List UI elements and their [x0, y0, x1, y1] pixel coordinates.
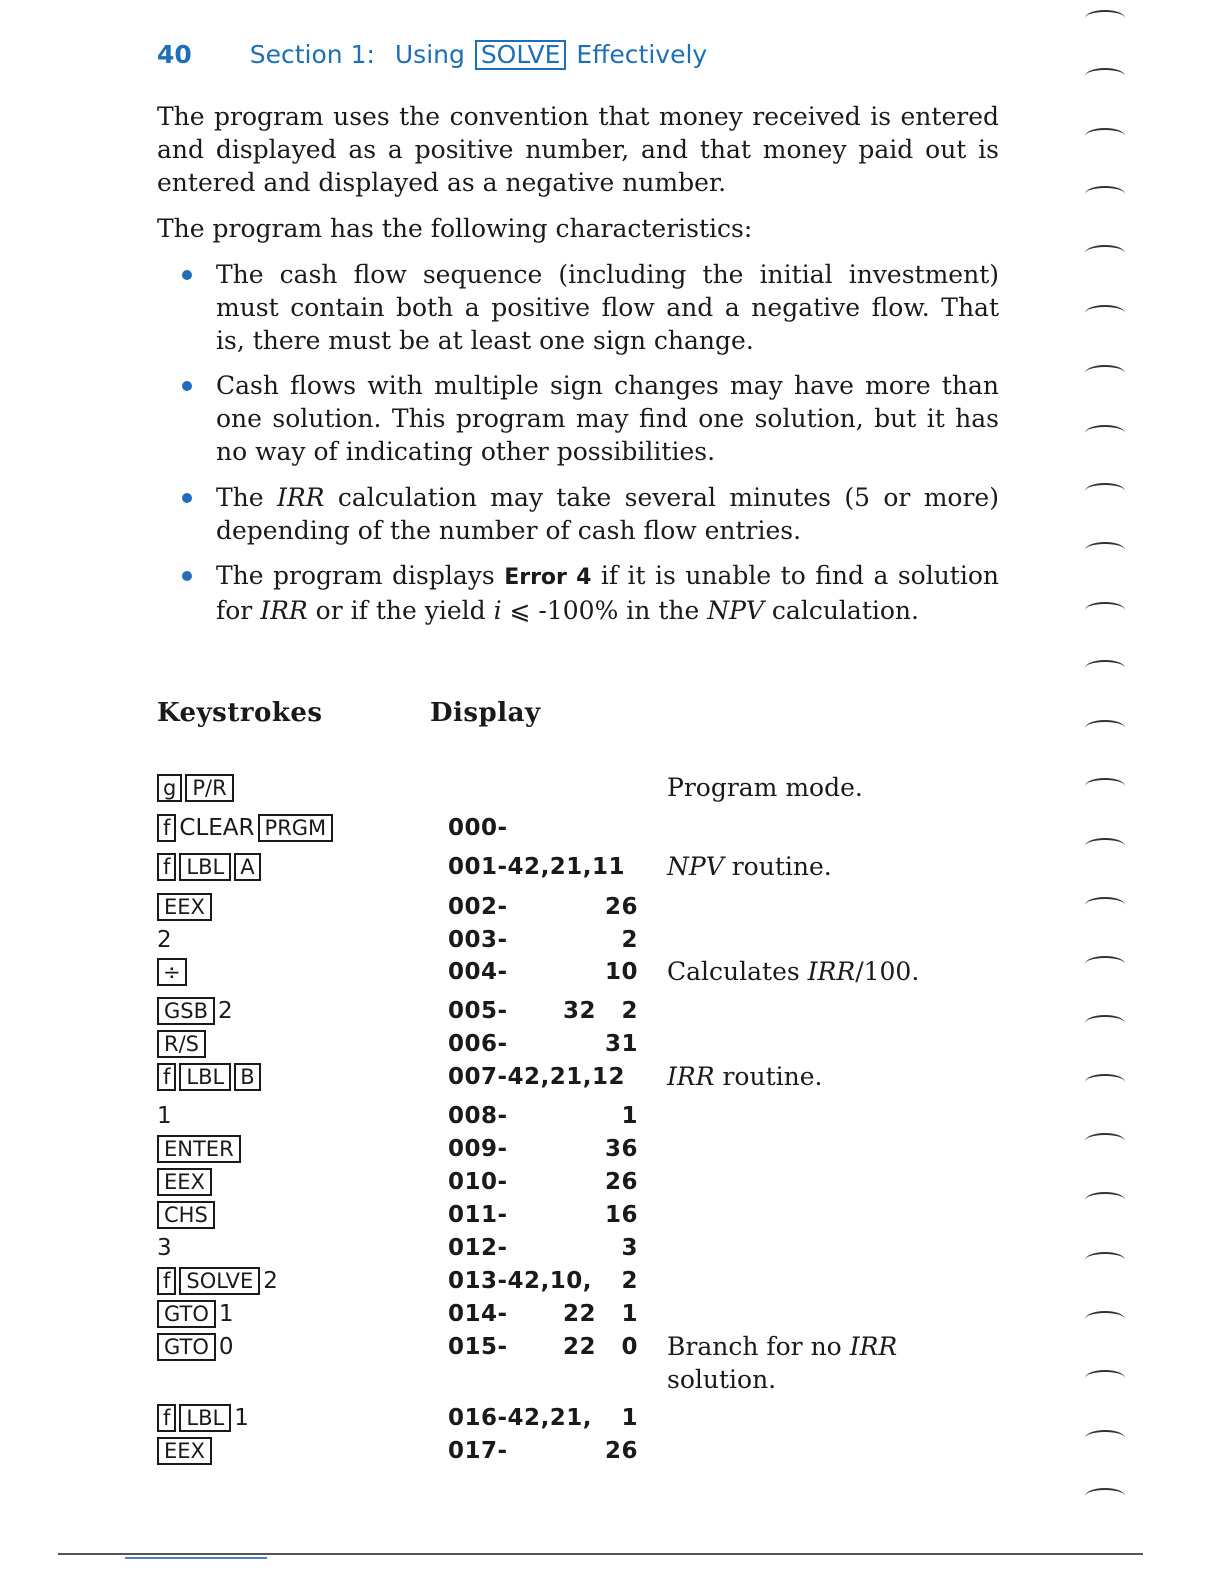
- bullet-text: The: [216, 483, 277, 512]
- keystrokes-cell: [157, 1135, 244, 1163]
- display-address: 014-: [448, 1301, 508, 1327]
- binding-ring: [1085, 1430, 1125, 1446]
- table-row: [0, 853, 1224, 885]
- binding-ring: [1085, 1192, 1125, 1208]
- display-address: 011-: [448, 1202, 508, 1228]
- calculator-key: f: [157, 1063, 176, 1091]
- table-row: [0, 1063, 1224, 1095]
- list-item: [216, 559, 999, 627]
- binding-ring: [1085, 305, 1125, 321]
- keystrokes-cell: [157, 1267, 281, 1295]
- irr-term: IRR: [807, 957, 856, 986]
- calculator-key: CHS: [157, 1201, 215, 1229]
- calculator-key: EEX: [157, 1437, 212, 1465]
- display-address: 006-: [448, 1031, 508, 1057]
- bottom-rule: [58, 1553, 1143, 1555]
- comment-cell: [667, 955, 997, 988]
- bullet-dot: [182, 270, 192, 280]
- binding-ring: [1085, 128, 1125, 144]
- table-row: [0, 926, 1224, 958]
- display-address: 000-: [448, 815, 508, 841]
- table-row: [0, 814, 1224, 846]
- calculator-key: GTO: [157, 1333, 216, 1361]
- irr-term: IRR: [849, 1332, 898, 1361]
- keystrokes-cell: [157, 893, 215, 921]
- keystrokes-cell: [157, 1333, 237, 1361]
- bullet-text: calculation.: [763, 596, 919, 625]
- binding-ring: [1085, 1074, 1125, 1090]
- calculator-key: GSB: [157, 997, 215, 1025]
- binding-ring: [1085, 365, 1125, 381]
- table-row: [0, 1332, 1224, 1394]
- calculator-key: EEX: [157, 893, 212, 921]
- binding-ring: [1085, 483, 1125, 499]
- key-text: 3: [157, 1235, 172, 1261]
- key-text: 1: [234, 1405, 249, 1431]
- calculator-key: B: [234, 1063, 260, 1091]
- calculator-key: PRGM: [258, 814, 334, 842]
- binding-ring: [1085, 602, 1125, 618]
- bullet-text: calculation may take several minutes (5 or more) depending of the number of cash flow entries.: [216, 483, 999, 545]
- binding-ring: [1085, 245, 1125, 261]
- binding-ring: [1085, 956, 1125, 972]
- calculator-key: EEX: [157, 1168, 212, 1196]
- display-address: 004-: [448, 959, 508, 985]
- list-item: [216, 258, 999, 357]
- keystrokes-cell: [157, 814, 336, 842]
- comment-text: solution.: [667, 1365, 777, 1394]
- display-code: 32 2: [562, 998, 638, 1024]
- bullet-dot: [182, 381, 192, 391]
- display-code: 31: [604, 1031, 638, 1057]
- bullet-text: The program displays: [216, 561, 505, 590]
- display-code: 26: [604, 1438, 638, 1464]
- keystrokes-cell: [157, 853, 264, 881]
- binding-ring: [1085, 838, 1125, 854]
- bullet-text: ⩽ -100% in the: [501, 596, 708, 625]
- table-row: [0, 1201, 1224, 1233]
- table-row: [0, 893, 1224, 925]
- binding-ring: [1085, 660, 1125, 676]
- keystrokes-cell: [157, 1030, 209, 1058]
- keystrokes-cell: [157, 1234, 175, 1262]
- irr-term: IRR: [276, 483, 325, 512]
- list-item: [216, 369, 999, 468]
- calculator-key: P/R: [185, 774, 233, 802]
- keystrokes-cell: [157, 1404, 252, 1432]
- display-address: 012-: [448, 1235, 508, 1261]
- binding-ring: [1085, 1488, 1125, 1504]
- calculator-key: g: [157, 774, 182, 802]
- keystrokes-cell: [157, 1102, 175, 1130]
- binding-ring: [1085, 1252, 1125, 1268]
- display-address: 017-: [448, 1438, 508, 1464]
- binding-ring: [1085, 1370, 1125, 1386]
- list-item: [216, 481, 999, 547]
- key-text: CLEAR: [179, 815, 255, 841]
- bottom-accent-line: [125, 1557, 267, 1559]
- display-code: 1: [621, 1103, 638, 1129]
- calculator-key: LBL: [179, 1063, 231, 1091]
- calculator-key: R/S: [157, 1030, 206, 1058]
- display-code: 26: [604, 894, 638, 920]
- binding-ring: [1085, 720, 1125, 736]
- display-address: 007-42,21,12: [448, 1064, 626, 1090]
- calculator-key: f: [157, 814, 176, 842]
- key-text: 2: [263, 1268, 278, 1294]
- bullet-text: The cash flow sequence (including the initial investment) must contain both a positive flow and a negative flow. That is, there must be at least one sign change.: [216, 260, 999, 355]
- table-row: [0, 958, 1224, 990]
- calculator-key: A: [234, 853, 260, 881]
- table-row: [0, 1135, 1224, 1167]
- display-address: 009-: [448, 1136, 508, 1162]
- comment-cell: [667, 1060, 997, 1093]
- page-number: 40: [157, 40, 192, 69]
- comment-cell: [667, 1330, 917, 1396]
- irr-term: IRR: [260, 596, 308, 625]
- header-solve-key: SOLVE: [475, 40, 567, 70]
- bullet-text: or if the yield: [307, 596, 494, 625]
- comment-text: routine.: [723, 852, 832, 881]
- keystrokes-cell: [157, 997, 236, 1025]
- display-code: 1: [621, 1405, 638, 1431]
- calculator-key: SOLVE: [179, 1267, 260, 1295]
- display-code: 16: [604, 1202, 638, 1228]
- calculator-key: LBL: [179, 853, 231, 881]
- key-text: 1: [218, 1301, 234, 1327]
- display-code: 22 0: [562, 1334, 638, 1360]
- header-title-pre: Using: [394, 40, 465, 69]
- bullet-dot: [182, 571, 192, 581]
- npv-term: NPV: [667, 852, 724, 881]
- key-text: 1: [157, 1103, 172, 1129]
- keystrokes-cell: [157, 1168, 215, 1196]
- bullet-dot: [182, 493, 192, 503]
- keystrokes-cell: [157, 1063, 264, 1091]
- display-code: 2: [621, 1268, 638, 1294]
- comment-text: Branch for no: [667, 1332, 850, 1361]
- table-row: [0, 1168, 1224, 1200]
- calculator-key: f: [157, 853, 176, 881]
- display-address: 003-: [448, 927, 508, 953]
- bullet-text: if it is unable to find a solution for: [216, 561, 999, 625]
- binding-ring: [1085, 10, 1125, 26]
- table-row: [0, 1300, 1224, 1332]
- page-header: [157, 40, 707, 70]
- comment-text: Calculates: [667, 957, 808, 986]
- header-title-post: Effectively: [576, 40, 708, 69]
- table-row: [0, 1404, 1224, 1436]
- calculator-key: f: [157, 1267, 176, 1295]
- keystrokes-cell: [157, 1201, 218, 1229]
- calculator-key: GTO: [157, 1300, 216, 1328]
- table-row: [0, 1267, 1224, 1299]
- bullet-text: Cash flows with multiple sign changes may have more than one solution. This program may find one solution, but it has no way of indicating other possibilities.: [216, 371, 999, 466]
- keystrokes-cell: [157, 958, 190, 986]
- display-heading: Display: [430, 698, 541, 728]
- intro-paragraph: The program uses the convention that money received is entered and displayed as a positive number, and that money paid out is entered and displayed as a negative number.: [157, 102, 999, 197]
- calculator-key: ÷: [157, 958, 187, 986]
- keystrokes-heading: Keystrokes: [157, 698, 323, 728]
- error-4-label: Error 4: [504, 565, 592, 590]
- comment-cell: Program mode.: [667, 773, 863, 802]
- binding-ring: [1085, 425, 1125, 441]
- table-row: [0, 1030, 1224, 1062]
- table-row: [0, 1437, 1224, 1469]
- comment-cell: [667, 850, 997, 883]
- section-label: Section 1:: [249, 40, 375, 69]
- display-code: 36: [604, 1136, 638, 1162]
- binding-ring: [1085, 897, 1125, 913]
- keystrokes-cell: [157, 774, 237, 802]
- display-address: 002-: [448, 894, 508, 920]
- calculator-key: ENTER: [157, 1135, 241, 1163]
- keystrokes-cell: [157, 1300, 237, 1328]
- binding-ring: [1085, 1133, 1125, 1149]
- characteristics-lead: The program has the following characteristics:: [157, 214, 753, 243]
- display-address: 016-42,21,: [448, 1405, 593, 1431]
- display-address: 013-42,10,: [448, 1268, 593, 1294]
- binding-ring: [1085, 1311, 1125, 1327]
- binding-ring: [1085, 542, 1125, 558]
- display-address: 015-: [448, 1334, 508, 1360]
- keystrokes-cell: [157, 1437, 215, 1465]
- display-code: 2: [621, 927, 638, 953]
- display-code: 10: [604, 959, 638, 985]
- key-text: 2: [157, 927, 172, 953]
- calculator-key: f: [157, 1404, 176, 1432]
- display-address: 008-: [448, 1103, 508, 1129]
- display-code: 26: [604, 1169, 638, 1195]
- display-code: 22 1: [562, 1301, 638, 1327]
- table-row: [0, 774, 1224, 806]
- keystrokes-cell: [157, 926, 175, 954]
- irr-term: IRR: [667, 1062, 715, 1091]
- table-row: [0, 997, 1224, 1029]
- display-address: 005-: [448, 998, 508, 1024]
- npv-term: NPV: [707, 596, 764, 625]
- comment-text: routine.: [714, 1062, 823, 1091]
- display-code: 3: [621, 1235, 638, 1261]
- key-text: 0: [218, 1334, 234, 1360]
- yield-variable: i: [493, 596, 502, 625]
- table-row: [0, 1102, 1224, 1134]
- binding-ring: [1085, 778, 1125, 794]
- display-address: 001-42,21,11: [448, 854, 626, 880]
- key-text: 2: [218, 998, 233, 1024]
- table-row: [0, 1234, 1224, 1266]
- display-address: 010-: [448, 1169, 508, 1195]
- binding-ring: [1085, 68, 1125, 84]
- calculator-key: LBL: [179, 1404, 231, 1432]
- comment-text: /100.: [855, 957, 920, 986]
- binding-ring: [1085, 1015, 1125, 1031]
- binding-ring: [1085, 186, 1125, 202]
